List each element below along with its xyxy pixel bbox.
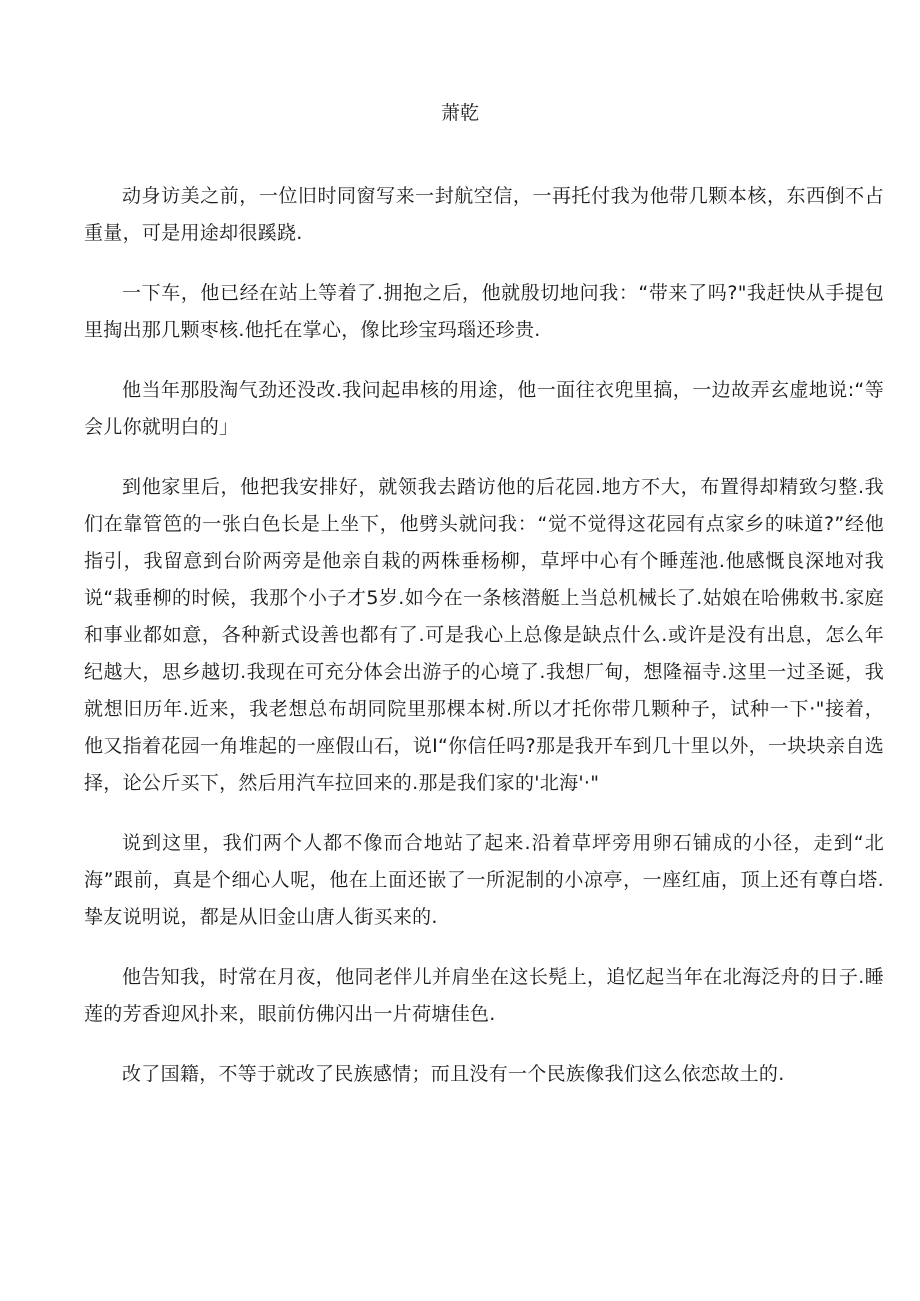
- paragraph: 说到这里，我们两个人都不像而合地站了起来.沿着草坪旁用卵石铺成的小径，走到“北海”跟前，真是个细心人呢，他在上面还嵌了一所泥制的小凉亭，一座红庙，顶上还有尊白塔.挚友说明说，都是从旧金山唐人街买来的.: [84, 832, 884, 928]
- author-heading: 萧乾: [440, 102, 479, 124]
- paragraph: 他当年那股淘气劲还没改.我问起串核的用途，他一面往衣兜里搞，一边故弄玄虚地说:“等会儿你就明白的」: [84, 379, 884, 438]
- article-body: [84, 178, 884, 1093]
- paragraph: 一下车，他已经在站上等着了.拥抱之后，他就殷切地问我：“带来了吗?"我赶快从手提包里掏出那几颗枣核.他托在掌心，像比珍宝玛瑙还珍贵.: [84, 282, 884, 341]
- paragraph: 动身访美之前，一位旧时同窗写来一封航空信，一再托付我为他带几颗本核，东西倒不占重量，可是用途却很蹊跷.: [84, 185, 884, 244]
- paragraph: 到他家里后，他把我安排好，就领我去踏访他的后花园.地方不大，布置得却精致匀整.我们在靠管笆的一张白色长是上坐下，他劈头就问我：“觉不觉得这花园有点家乡的味道?”经他指引，我留意到台阶两旁是他亲自栽的两株垂杨柳，草坪中心有个睡莲池.他感慨良深地对我说“栽垂柳的时候，我那个小子才5岁.如今在一条核潜艇上当总机械长了.姑娘在哈佛敕书.家庭和事业都如意，各种新式设善也都有了.可是我心上总像是缺点什么.或许是没有出息，怎么年纪越大，思乡越切.我现在可充分体会出游子的心境了.我想厂甸，想隆福寺.这里一过圣诞，我就想旧历年.近来，我老想总布胡同院里那棵本树.所以才托你带几颗种子，试种一下·"接着，他又指着花园一角堆起的一座假山石，说I“你信任吗?那是我开车到几十里以外，一块块亲自选择，论公斤买下，然后用汽车拉回来的.那是我们家的'北海'·": [84, 476, 884, 794]
- paragraph: 他告知我，时常在月夜，他同老伴儿并肩坐在这长髡上，追忆起当年在北海泛舟的日子.睡莲的芳香迎风扑来，眼前仿佛闪出一片荷塘佳色.: [84, 966, 884, 1025]
- paragraph: 改了国籍，不等于就改了民族感情；而且没有一个民族像我们这么依恋故土的.: [122, 1063, 785, 1085]
